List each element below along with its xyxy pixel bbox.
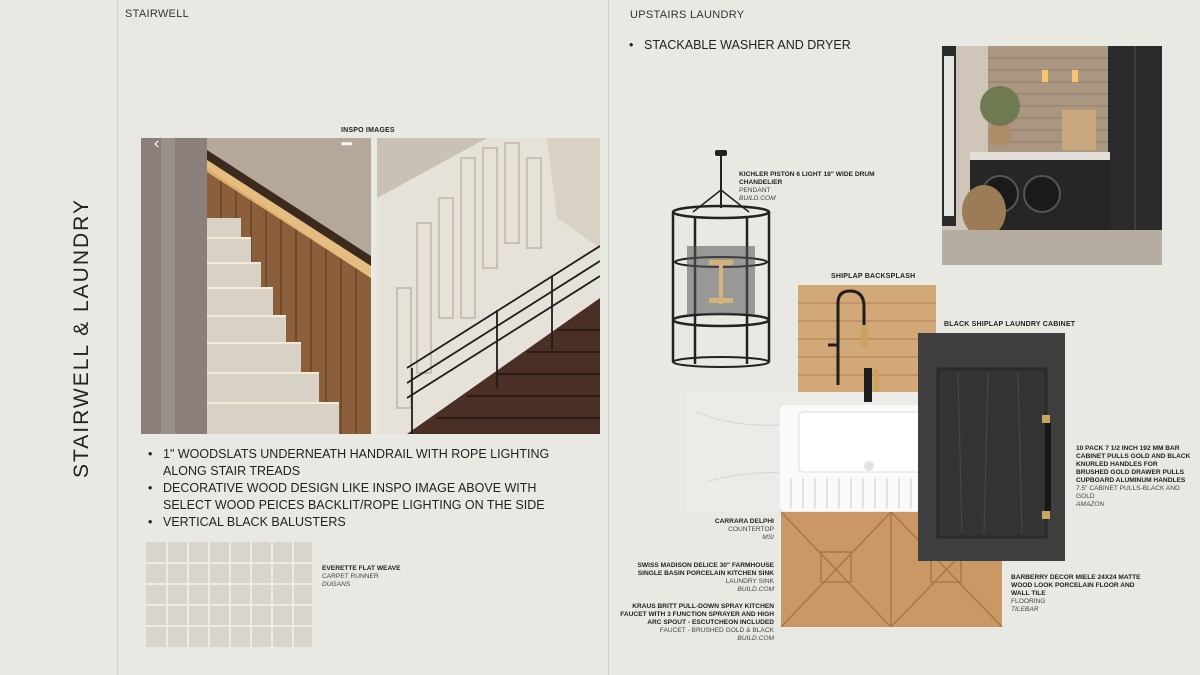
sink-title: SWISS MADISON DELICE 30" FARMHOUSE SINGLE BASIN PORCELAIN KITCHEN SINK <box>637 562 774 577</box>
pendant-label <box>739 171 889 203</box>
countertop-title: CARRARA DELPHI <box>714 518 774 525</box>
countertop-label <box>674 518 774 542</box>
pendant-type: PENDANT <box>739 187 771 194</box>
flooring-vendor: TILEBAR <box>1011 606 1039 613</box>
cabinet-label: BLACK SHIPLAP LAUNDRY CABINET <box>944 321 1076 328</box>
pulls-vendor: AMAZON <box>1076 501 1105 508</box>
laundry-note: • STACKABLE WASHER AND DRYER <box>623 37 923 54</box>
faucet-label <box>614 603 774 643</box>
stairwell-note: • 1" WOODSLATS UNDERNEATH HANDRAIL WITH ROPE LIGHTING ALONG STAIR TREADS <box>142 446 582 480</box>
faucet-vendor: BUILD.COM <box>737 635 774 642</box>
laundry-heading: UPSTAIRS LAUNDRY <box>630 9 745 21</box>
carpet-label <box>322 565 462 589</box>
pulls-title: 10 PACK 7 1/2 INCH 192 MM BAR CABINET PULLS GOLD AND BLACK KNURLED HANDLES FOR BRUSHED GOLD DRAWER PULLS CUPBOARD ALUMINUM HANDLES <box>1076 445 1191 484</box>
faucet-type: FAUCET - BRUSHED GOLD & BLACK <box>659 627 774 634</box>
carpet-swatch[interactable] <box>146 542 312 647</box>
pulls-type: 7.5" CABINET PULLS-BLACK AND GOLD <box>1076 485 1180 500</box>
stairwell-note: • VERTICAL BLACK BALUSTERS <box>142 514 582 531</box>
inspo-images-label: INSPO IMAGES <box>341 127 395 134</box>
chevron-left-icon[interactable]: ‹ <box>154 138 160 152</box>
carpet-title: EVERETTE FLAT WEAVE <box>322 565 401 572</box>
pendant-title: KICHLER PISTON 6 LIGHT 18" WIDE DRUM CHANDELIER <box>739 171 875 186</box>
stair-inspo-photo-1[interactable] <box>141 138 371 434</box>
flooring-label <box>1011 574 1151 614</box>
flooring-type: FLOORING <box>1011 598 1046 605</box>
side-title: STAIRWELL & LAUNDRY <box>70 198 93 478</box>
faucet-photo[interactable] <box>858 368 884 402</box>
stairwell-notes <box>142 446 582 531</box>
shiplap-backsplash-label: SHIPLAP BACKSPLASH <box>831 273 916 280</box>
stairwell-note: • DECORATIVE WOOD DESIGN LIKE INSPO IMAGE ABOVE WITH SELECT WOOD PEICES BACKLIT/ROPE LIGHTING ON THE SIDE <box>142 480 582 514</box>
countertop-vendor: MSI <box>762 534 774 541</box>
pendant-vendor: BUILD.COM <box>739 195 776 202</box>
laundry-notes <box>623 37 923 54</box>
flooring-title: BARBERRY DECOR MIELE 24X24 MATTE WOOD LOOK PORCELAIN FLOOR AND WALL TILE <box>1011 574 1141 597</box>
countertop-type: COUNTERTOP <box>728 526 774 533</box>
left-divider <box>117 0 118 675</box>
pulls-label <box>1076 445 1192 509</box>
carpet-type: CARPET RUNNER <box>322 573 379 580</box>
center-divider <box>608 0 609 675</box>
sink-vendor: BUILD.COM <box>737 586 774 593</box>
more-dots-icon[interactable]: ••• <box>341 138 352 151</box>
cabinet-pull-photo[interactable] <box>1041 415 1055 519</box>
stairwell-heading: STAIRWELL <box>125 8 190 20</box>
sink-type: LAUNDRY SINK <box>725 578 774 585</box>
sink-label <box>624 562 774 594</box>
carpet-vendor: DUGANS <box>322 581 351 588</box>
laundry-room-photo[interactable] <box>942 46 1162 265</box>
stair-inspo-photo-2[interactable] <box>377 138 600 434</box>
faucet-title: KRAUS BRITT PULL-DOWN SPRAY KITCHEN FAUCET WITH 3 FUNCTION SPRAYER AND HIGH ARC SPOUT - ESCUTCHEON INCLUDED <box>620 603 774 626</box>
